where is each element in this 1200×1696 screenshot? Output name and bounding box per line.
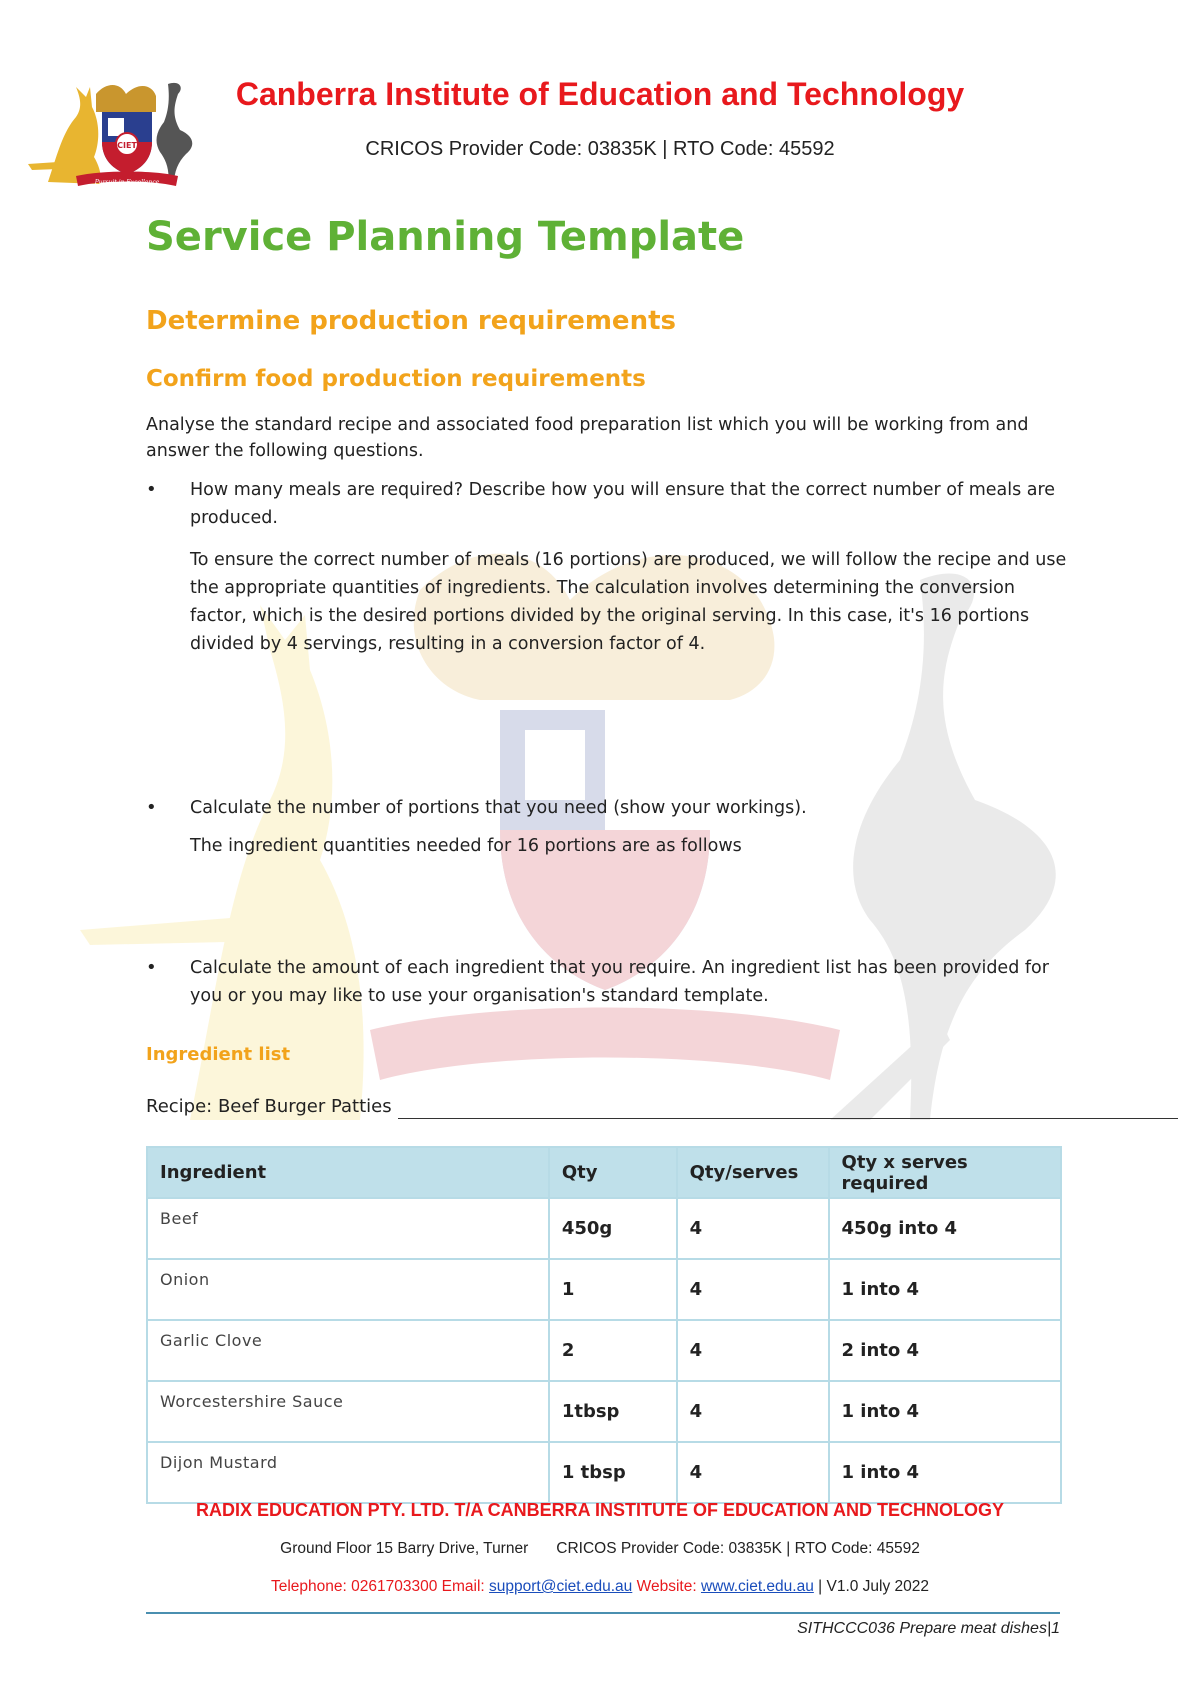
- ingredient-required: 2 into 4: [829, 1320, 1061, 1381]
- footer-address: Ground Floor 15 Barry Drive, Turner: [280, 1540, 529, 1557]
- document-title: Service Planning Template: [146, 214, 745, 260]
- svg-text:Pursuit in Excellence: Pursuit in Excellence: [94, 179, 160, 186]
- ingredient-serves: 4: [677, 1442, 829, 1503]
- version-text: | V1.0 July 2022: [818, 1578, 930, 1595]
- column-header: Qty: [549, 1147, 677, 1198]
- ingredient-serves: 4: [677, 1320, 829, 1381]
- email-link[interactable]: support@ciet.edu.au: [489, 1578, 633, 1595]
- ingredient-serves: 4: [677, 1259, 829, 1320]
- ingredient-qty: 1tbsp: [549, 1381, 677, 1442]
- table-row: [147, 1320, 1061, 1381]
- column-header: Qty x serves required: [829, 1147, 1061, 1198]
- ingredient-qty: 450g: [549, 1198, 677, 1259]
- table-row: [147, 1442, 1061, 1503]
- website-link[interactable]: www.ciet.edu.au: [700, 1578, 814, 1595]
- recipe-underline: [398, 1118, 1178, 1119]
- email-label: Email:: [441, 1578, 485, 1595]
- ingredient-required: 450g into 4: [829, 1198, 1061, 1259]
- table-row: [147, 1381, 1061, 1442]
- ingredient-name: Beef: [147, 1198, 549, 1259]
- subsection-heading: Confirm food production requirements: [146, 366, 646, 392]
- ingredient-serves: 4: [677, 1381, 829, 1442]
- intro-paragraph: Analyse the standard recipe and associated food preparation list which you will be working from and answer the following questions.: [146, 415, 1029, 461]
- ingredient-qty: 1 tbsp: [549, 1442, 677, 1503]
- footer-contact-line: [0, 1578, 1200, 1596]
- footer-divider: [146, 1612, 1060, 1614]
- ingredient-serves: 4: [677, 1198, 829, 1259]
- table-row: [147, 1198, 1061, 1259]
- answer-1: To ensure the correct number of meals (16 portions) are produced, we will follow the recipe and use the appropriate quantities of ingredients. The calculation involves determining the conversion factor, which is the desired portions divided by the original serving. In this case, it's 16 portions divided by 4 servings, resulting in a conversion factor of 4.: [190, 550, 1067, 654]
- ingredient-required: 1 into 4: [829, 1259, 1061, 1320]
- ingredient-name: Onion: [147, 1259, 549, 1320]
- ingredient-name: Worcestershire Sauce: [147, 1381, 549, 1442]
- question-3-text: Calculate the amount of each ingredient that you require. An ingredient list has been provided for you or you may like to use your organisation's standard template.: [190, 958, 1049, 1006]
- column-header: Qty/serves: [677, 1147, 829, 1198]
- question-2-text: Calculate the number of portions that you need (show your workings).: [190, 798, 807, 818]
- ingredient-required: 1 into 4: [829, 1381, 1061, 1442]
- ingredient-list-label: Ingredient list: [146, 1044, 291, 1065]
- column-header: Ingredient: [147, 1147, 549, 1198]
- ingredient-qty: 2: [549, 1320, 677, 1381]
- table-row: [147, 1259, 1061, 1320]
- question-1-text: How many meals are required? Describe how you will ensure that the correct number of meals are produced.: [190, 480, 1056, 528]
- footer-organisation: RADIX EDUCATION PTY. LTD. T/A CANBERRA INSTITUTE OF EDUCATION AND TECHNOLOGY: [196, 1500, 1004, 1520]
- ingredient-table: [146, 1146, 1062, 1504]
- ingredient-name: Dijon Mustard: [147, 1442, 549, 1503]
- section-heading: Determine production requirements: [146, 306, 676, 336]
- recipe-name: Recipe: Beef Burger Patties: [146, 1096, 392, 1117]
- footer-codes: CRICOS Provider Code: 03835K | RTO Code: 45592: [556, 1540, 920, 1557]
- institute-codes: CRICOS Provider Code: 03835K | RTO Code: 45592: [365, 138, 835, 160]
- bullet-icon: •: [146, 957, 157, 978]
- answer-2: The ingredient quantities needed for 16 portions are as follows: [190, 836, 742, 856]
- bullet-icon: •: [146, 479, 157, 500]
- telephone-label: Telephone:: [270, 1578, 347, 1595]
- bullet-icon: •: [146, 797, 157, 818]
- website-label: Website:: [636, 1578, 697, 1595]
- ingredient-qty: 1: [549, 1259, 677, 1320]
- svg-text:CIET: CIET: [117, 141, 137, 150]
- ingredient-required: 1 into 4: [829, 1442, 1061, 1503]
- ingredient-name: Garlic Clove: [147, 1320, 549, 1381]
- page-reference: SITHCCC036 Prepare meat dishes|1: [797, 1620, 1060, 1637]
- footer-address-line: [0, 1540, 1200, 1558]
- telephone-number: 0261703300: [351, 1578, 438, 1595]
- table-header-row: [147, 1147, 1061, 1198]
- institute-name: Canberra Institute of Education and Technology: [235, 76, 965, 112]
